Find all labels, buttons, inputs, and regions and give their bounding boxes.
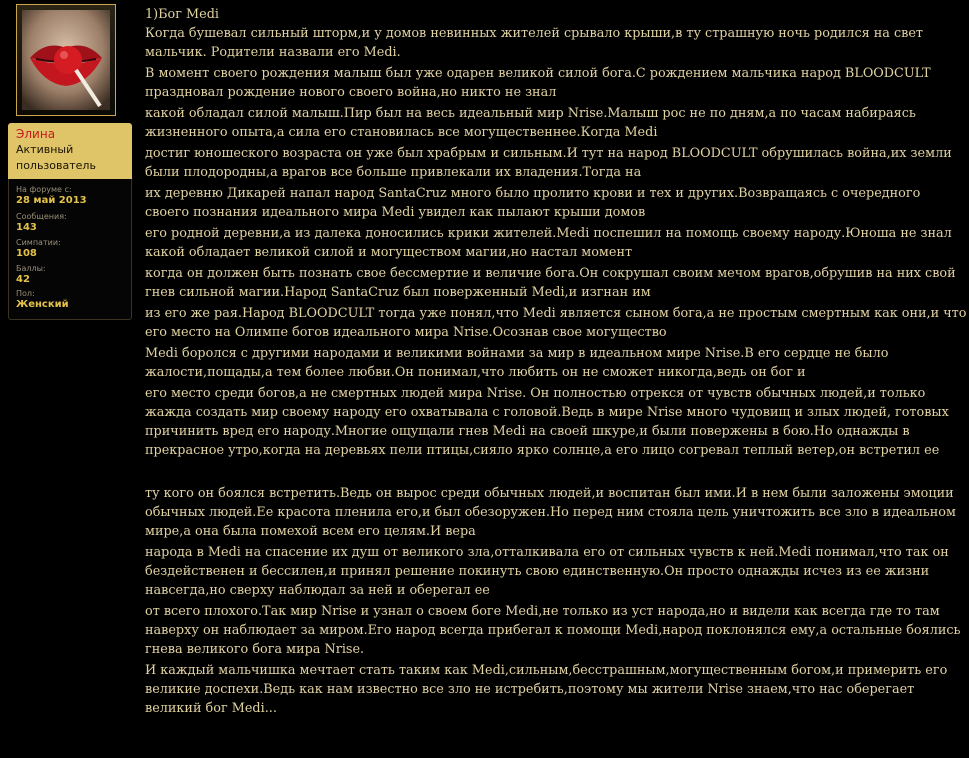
stat-value[interactable]: 108 <box>16 248 37 259</box>
avatar-image <box>22 10 110 110</box>
stat-label: На форуме с: <box>16 185 72 194</box>
post-paragraph: от всего плохого.Так мир Nrise и узнал о своем боге Medi,не только из уст народа,но и видели как всегда где то там наверху он наблюдает за миром.Его народ всегда прибегал к помощи Medi,народ поклонялся ему,а остальные боялись гнева великого бога мира Nrise. <box>145 604 961 657</box>
stat-value: 28 май 2013 <box>16 195 87 206</box>
post-paragraph: их деревню Дикарей напал народ SantaCruz много было пролито крови и тех и других.Возвращаясь с очередного своего познания идеального мира Medi увидел как пылают крыши домов <box>145 186 921 220</box>
stat-value[interactable]: 143 <box>16 222 37 233</box>
stat-label: Пол: <box>16 289 35 298</box>
user-info-panel <box>4 0 128 320</box>
user-stats <box>8 179 132 320</box>
post-paragraph: ту кого он боялся встретить.Ведь он вырос среди обычных людей,и воспитан был ими.И в нем были заложены эмоции обычных людей.Ее красота пленила его,и был обезоружен.Но перед ним стояла цель уничтожить все зло в идеальном мире,а она была помехой всем его целям.И вера <box>145 486 956 539</box>
username-link[interactable]: Элина <box>16 127 56 141</box>
avatar[interactable] <box>16 4 116 116</box>
post-body <box>145 5 967 720</box>
post-paragraph: Medi боролся с другими народами и великими войнами за мир в идеальном мире Nrise.В его сердце не было жалости,пощады,а тем более любви.Он понимал,что любить он не сможет никогда,ведь он бог и <box>145 346 889 380</box>
stat-label: Сообщения: <box>16 212 67 221</box>
profile-card <box>8 123 132 179</box>
post-paragraph: Когда бушевал сильный шторм,и у домов невинных жителей срывало крыши,в ту страшную ночь родился на свет мальчик. Родители назвали его Medi. <box>145 26 923 60</box>
post-paragraph: его место среди богов,а не смертных людей мира Nrise. Он полностью отрекся от чувств обычных людей,и только жажда создать мир своему народу его охватывала с головой.Ведь в мире Nrise много чудовищ и злых людей, готовых причинить вред его народу.Многие ощущали гнев Medi на своей шкуре,и были повержены в бою.Но однажды в прекрасное утро,когда на деревьях пели птицы,сияло ярко солнце,а его лицо согревал теплый ветер,он встретил ее <box>145 386 949 458</box>
post-paragraph: народа в Medi на спасение их душ от великого зла,отталкивала его от сильных чувств к ней.Medi понимал,что так он бездейственен и бессилен,и принял решение покинуть свою единственную.Он просто однажды исчез из ее жизни навсегда,но сверху наблюдал за ней и оберегал ее <box>145 545 949 598</box>
stat-label: Симпатии: <box>16 238 61 247</box>
stat-value: Женский <box>16 299 69 310</box>
post-paragraph: из его же рая.Народ BLOODCULT тогда уже понял,что Medi является сыном бога,а не простым смертным как они,и что его место на Олимпе богов идеального мира Nrise.Осознав свое могущество <box>145 306 967 340</box>
post-paragraph: И каждый мальчишка мечтает стать таким как Medi,сильным,бесстрашным,могущественным богом,и примерить его великие доспехи.Ведь как нам известно все зло не истребить,поэтому мы жители Nrise знаем,что нас оберегает великий бог Medi... <box>145 663 948 716</box>
stat-points <box>16 264 128 286</box>
post-paragraph: его родной деревни,а из далека доносились крики жителей.Medi поспешил на помощь своему народу.Юноша не знал какой обладает великой силой и могуществом магии,но настал момент <box>145 226 952 260</box>
stat-gender <box>16 289 128 311</box>
stat-value[interactable]: 42 <box>16 274 30 285</box>
stat-label: Баллы: <box>16 264 46 273</box>
stat-joined <box>16 185 128 207</box>
post-title: 1)Бог Medi <box>145 7 219 22</box>
post-paragraph: достиг юношеского возраста он уже был храбрым и сильным.И тут на народ BLOODCULT обрушилась война,их земли были плодородны,а врагов все больше привлекали их владения.Тогда на <box>145 146 952 180</box>
stat-messages <box>16 212 128 234</box>
post-paragraph: какой обладал силой малыш.Пир был на весь идеальный мир Nrise.Малыш рос не по дням,а по часам набираясь жизненного опыта,а сила его становилась все могущественнее.Когда Medi <box>145 106 916 140</box>
user-title: Активный пользователь <box>16 143 96 172</box>
stat-likes <box>16 238 128 260</box>
post-paragraph: когда он должен быть познать свое бессмертие и величие бога.Он сокрушал своим мечом врагов,обрушив на них свой гнев сильной магии.Народ SantaCruz был поверженный Medi,и изгнан им <box>145 266 956 300</box>
post-paragraph: В момент своего рождения малыш был уже одарен великой силой бога.С рождением мальчика народ BLOODCULT праздновал рождение нового своего война,но никто не знал <box>145 66 931 100</box>
